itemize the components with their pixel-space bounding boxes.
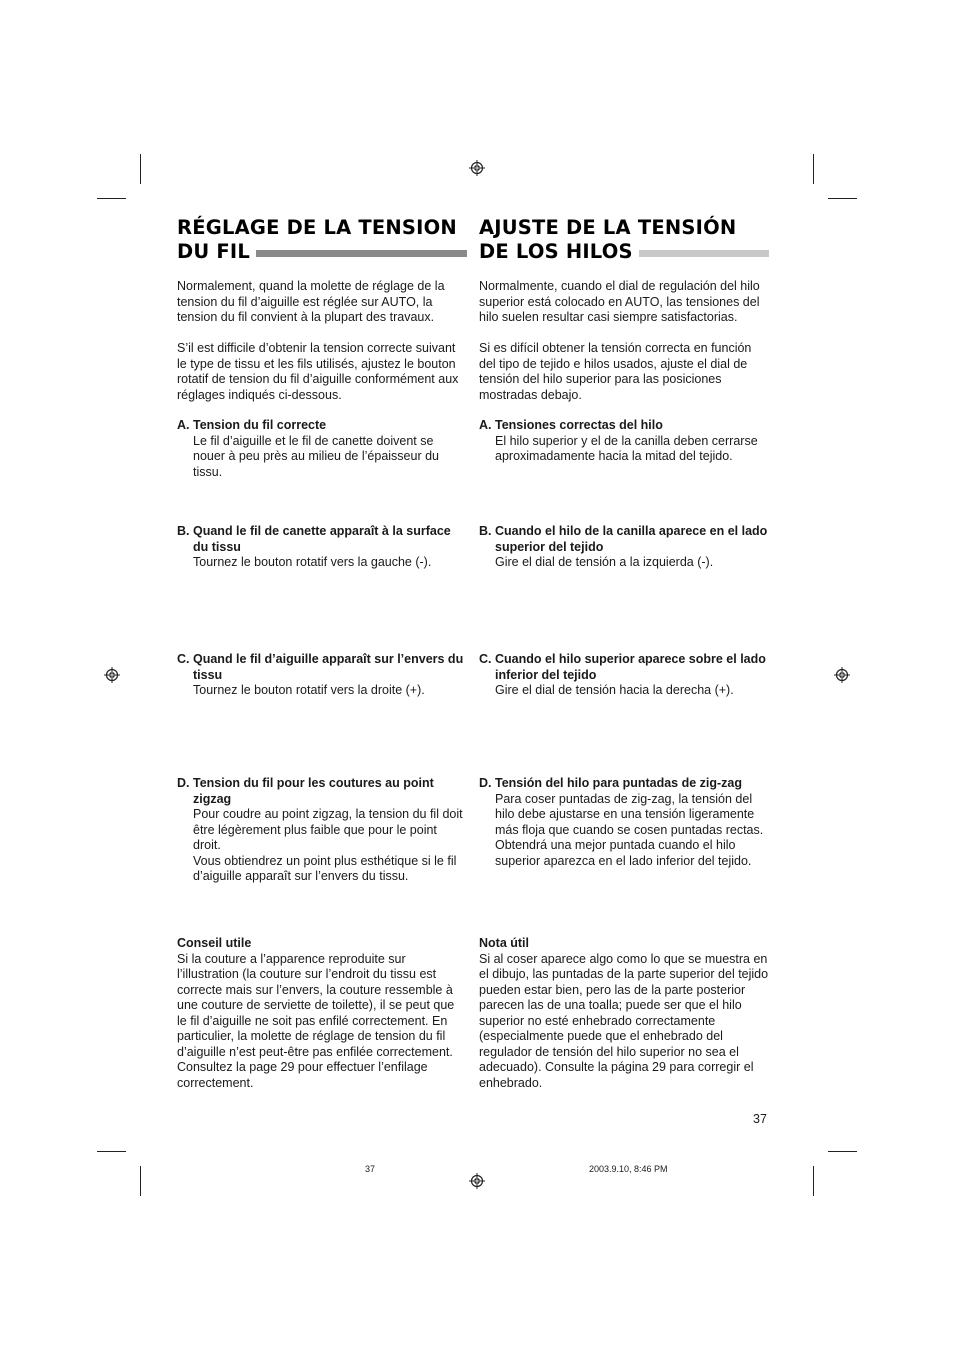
intro-text: Normalmente, cuando el dial de regulación del hilo superior está colocado en AUTO, las tensiones del hilo suelen resultar casi siempre satisfactorias. [479, 279, 760, 324]
section-body: Le fil d’aiguille et le fil de canette doivent se nouer à peu près au milieu de l’épaisseur du tissu. [193, 433, 439, 479]
section-heading: Cuando el hilo de la canilla aparece en el lado superior del tejido [495, 524, 768, 554]
intro-paragraph-2 [177, 341, 467, 403]
crop-mark [140, 1166, 141, 1196]
section-title [177, 216, 467, 264]
section-heading: Tension du fil pour les coutures au point zigzag [193, 776, 434, 806]
title-line-2 [177, 240, 467, 264]
crop-mark [813, 154, 814, 184]
section-heading: Tensión del hilo para puntadas de zig-zag [495, 776, 743, 790]
spanish-column [479, 216, 769, 1090]
section-body: Gire el dial de tensión a la izquierda (-). [495, 555, 714, 569]
section-letter: A. [177, 418, 190, 432]
section-b [177, 524, 467, 571]
title-line-2 [479, 240, 769, 264]
section-heading: Tensiones correctas del hilo [495, 418, 663, 432]
section-letter: C. [177, 652, 190, 666]
registration-mark-icon [834, 667, 850, 683]
section-body: Pour coudre au point zigzag, la tension du fil doit être légèrement plus faible que pour le point droit. [193, 807, 463, 852]
section-title [479, 216, 769, 264]
section-b [479, 524, 769, 571]
crop-mark [813, 1166, 814, 1196]
title-line-2-text: DU FIL [177, 240, 251, 263]
registration-mark-icon [104, 667, 120, 683]
section-heading: Quand le fil de canette apparaît à la surface du tissu [193, 524, 451, 554]
section-c [479, 652, 769, 699]
tip-block [479, 936, 769, 1091]
tip-heading: Conseil utile [177, 936, 252, 950]
section-a [479, 418, 769, 465]
section-body: El hilo superior y el de la canilla deben cerrarse aproximadamente hacia la mitad del tejido. [495, 433, 758, 463]
crop-mark [828, 1151, 857, 1152]
crop-mark [140, 154, 141, 184]
section-d [479, 776, 769, 869]
crop-mark [97, 198, 126, 199]
section-a [177, 418, 467, 480]
section-body: Gire el dial de tensión hacia la derecha (+). [495, 683, 734, 697]
tip-block [177, 936, 467, 1091]
title-rule [639, 250, 769, 257]
section-heading: Cuando el hilo superior aparece sobre el lado inferior del tejido [495, 652, 766, 682]
section-body-2: Obtendrá una mejor puntada cuando el hilo superior aparezca en el lado inferior del tejido. [495, 838, 752, 868]
title-line-1: AJUSTE DE LA TENSIÓN [479, 216, 737, 239]
intro-text: Si es difícil obtener la tensión correcta en función del tipo de tejido e hilos usados, ajuste el dial de tensión del hilo superior para las posiciones mostradas debajo. [479, 341, 752, 402]
tip-body: Si la couture a l’apparence reproduite sur l’illustration (la couture sur l’endroit du tissu est correcte mais sur l’envers, la couture ressemble à une couture de serviette de toilette), il se peut que le fil d’aiguille ne soit pas enfilé correctement. En particulier, la molette de réglage de tension du fil d’aiguille n’est peut-être pas enfilée correctement. Consultez la page 29 pour effectuer l’enfilage correctement. [177, 951, 455, 1090]
section-heading: Quand le fil d’aiguille apparaît sur l’envers du tissu [193, 652, 464, 682]
title-line-1: RÉGLAGE DE LA TENSION [177, 216, 457, 239]
tip-heading: Nota útil [479, 936, 529, 950]
section-letter: A. [479, 418, 492, 432]
section-letter: C. [479, 652, 492, 666]
section-letter: B. [177, 524, 190, 538]
intro-paragraph-2 [479, 341, 769, 403]
section-letter: D. [479, 776, 492, 790]
section-d [177, 776, 467, 885]
section-body: Tournez le bouton rotatif vers la droite (+). [193, 683, 425, 697]
crop-mark [828, 198, 857, 199]
footer-page: 37 [365, 1164, 376, 1174]
intro-text: S’il est difficile d’obtenir la tension correcte suivant le type de tissu et les fils utilisés, ajustez le bouton rotatif de tension du fil d’aiguille conformément aux réglages indiqués ci-dessous. [177, 341, 459, 402]
intro-text: Normalement, quand la molette de réglage de la tension du fil d’aiguille est réglée sur AUTO, la tension du fil convient à la plupart des travaux. [177, 279, 445, 324]
section-heading: Tension du fil correcte [193, 418, 327, 432]
section-body-2: Vous obtiendrez un point plus esthétique si le fil d’aiguille apparaît sur l’envers du tissu. [193, 853, 457, 883]
registration-mark-icon [469, 160, 485, 176]
section-c [177, 652, 467, 699]
title-rule [256, 250, 467, 257]
section-letter: B. [479, 524, 492, 538]
french-column [177, 216, 467, 1090]
footer-timestamp: 2003.9.10, 8:46 PM [589, 1164, 668, 1174]
registration-mark-icon [469, 1173, 485, 1189]
section-body: Para coser puntadas de zig-zag, la tensión del hilo debe ajustarse en una tensión ligeramente más floja que cuando se cosen puntadas rectas. [495, 791, 764, 837]
crop-mark [97, 1151, 126, 1152]
section-letter: D. [177, 776, 190, 790]
tip-body: Si al coser aparece algo como lo que se muestra en el dibujo, las puntadas de la parte superior del tejido pueden estar bien, pero las de la parte posterior parecen las de una toalla; puede ser que el hilo superior no esté enhebrado correctamente (especialmente puede que el enhebrado del regulador de tensión del hilo superior no sea el adecuado). Consulte la página 29 para corregir el enhebrado. [479, 951, 769, 1090]
intro-paragraph-1 [177, 279, 467, 326]
title-line-2-text: DE LOS HILOS [479, 240, 633, 263]
intro-paragraph-1 [479, 279, 769, 326]
page-number: 37 [753, 1112, 767, 1126]
section-body: Tournez le bouton rotatif vers la gauche (-). [193, 555, 432, 569]
